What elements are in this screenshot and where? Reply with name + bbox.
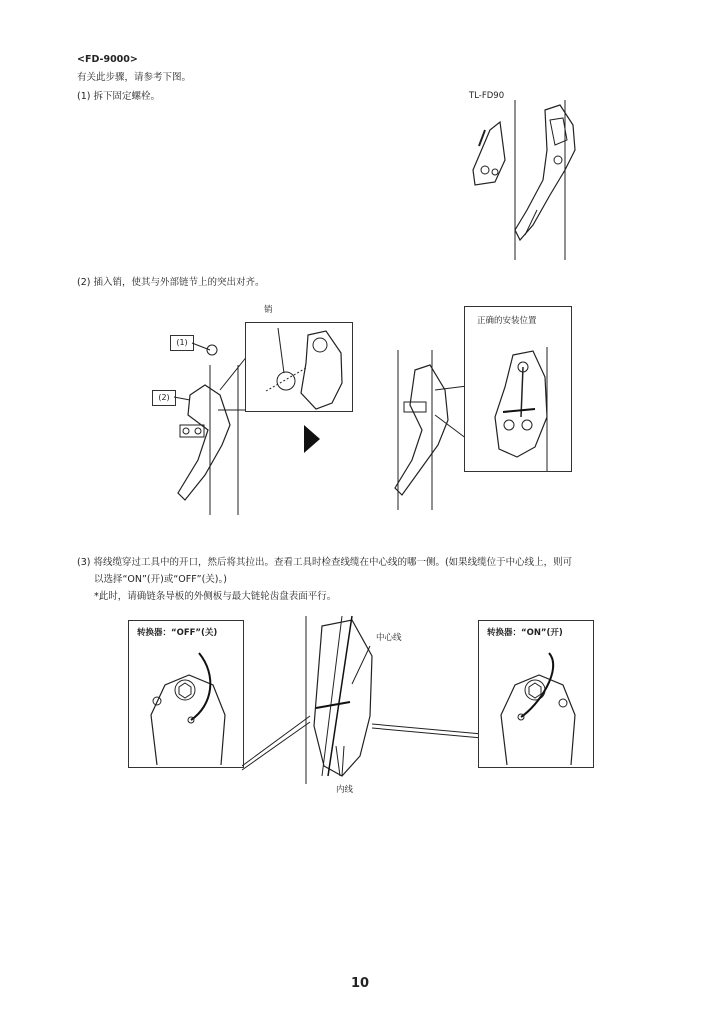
switch-off-label: 转换器：“OFF”(关) — [137, 628, 218, 638]
callout-1: (1) — [170, 335, 194, 351]
step3-line2: 以选择“ON”(开)或“OFF”(关)。) — [94, 574, 227, 585]
callout-2: (2) — [152, 390, 176, 406]
page-number: 10 — [351, 976, 370, 991]
step1-illustration — [455, 100, 585, 260]
intro-text: 有关此步骤，请参考下图。 — [77, 72, 192, 83]
model-heading: <FD-9000> — [77, 54, 138, 65]
arrow-right-icon — [302, 425, 322, 453]
center-line-label: 中心线 — [376, 633, 402, 643]
switch-on-label: 转换器：“ON”(开) — [487, 628, 563, 638]
switch-off-box — [128, 620, 244, 768]
switch-on-box — [478, 620, 594, 768]
step3-note: *此时，请确链条导板的外侧板与最大链轮齿盘表面平行。 — [94, 591, 337, 602]
step2-text: (2) 插入销，使其与外部链节上的突出对齐。 — [77, 277, 265, 288]
step1-text: (1) 拆下固定螺栓。 — [77, 91, 160, 102]
step3-line1: (3) 将线缆穿过工具中的开口，然后将其拉出。查看工具时检查线缆在中心线的哪一侧。(如果线缆位于中心线上，则可 — [77, 557, 573, 568]
inner-line-label: 内线 — [336, 785, 354, 795]
correct-position-box — [464, 306, 572, 472]
tool-label: TL-FD90 — [469, 91, 505, 101]
pin-label: 销 — [264, 305, 273, 315]
correct-position-label: 正确的安装位置 — [477, 316, 537, 326]
step3-center-illustration — [232, 616, 492, 784]
pin-detail-box — [245, 322, 353, 412]
